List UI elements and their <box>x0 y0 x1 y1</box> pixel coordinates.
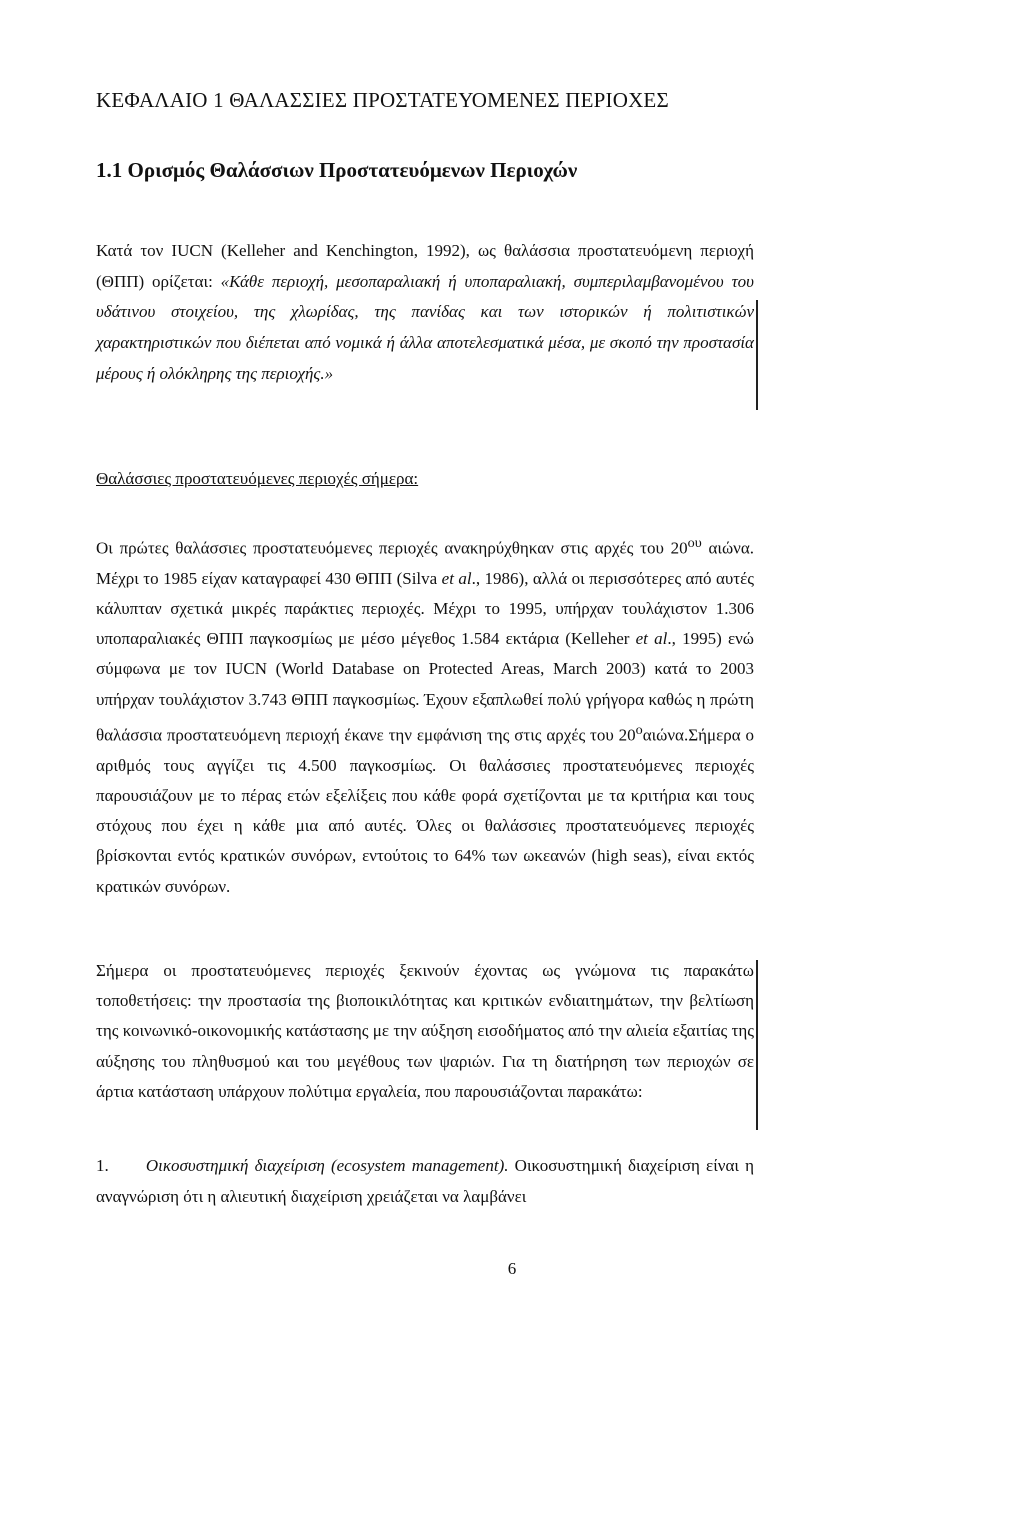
body-paragraph-2: Σήμερα οι προστατευόμενες περιοχές ξεκινούν έχοντας ως γνώμονα τις παρακάτω τοποθετήσεις: την προστασία της βιοποικιλότητας και κριτικών ενδιαιτημάτων, την βελτίωση της κοινωνικό-οικονομικής κατάστασης με την αύξηση εισοδήματος από την αλιεία εξαιτίας της αύξησης του πληθυσμού και του μεγέθους των ψαριών. Για τη διατήρηση των περιοχών σε άρτια κατάσταση υπάρχουν πολύτιμα εργαλεία, που παρουσιάζονται παρακάτω: <box>96 961 754 1101</box>
et-al: et al <box>635 629 668 649</box>
list-text: Οικοσυστημική διαχείριση είναι η αναγνώριση ότι η αλιευτική διαχείριση χρειάζεται να λαμβάνει <box>96 1156 755 1206</box>
text-run: αιώνα.Σήμερα ο αριθμός τους αγγίζει τις 4.500 παγκοσμίως. Οι θαλάσσιες προστατευόμενες περιοχές παρουσιάζουν με το πέρας ετών εξελίξεις που κάθε φορά σχετίζονται με τα κριτήρια και τους στόχους που έχει η κάθε μια από αυτές. Όλες οι θαλάσσιες προστατευόμενες περιοχές βρίσκονται εντός κρατικών συνόρων, εντούτοις το 64% των ωκεανών (high seas), είναι εκτός κρατικών συνόρων. <box>96 725 754 896</box>
definition-paragraph <box>96 236 754 390</box>
superscript: ο <box>635 721 643 738</box>
definition-intro: Κατά τον IUCN (Kelleher and Kenchington, 1992), ως θαλάσσια προστατευόμενη περιοχή (ΘΠΠ) ορίζεται: <box>96 241 754 291</box>
text-run: αιώνα. Μέχρι το 1985 είχαν καταγραφεί 430 ΘΠΠ (Silva <box>96 538 754 588</box>
chapter-title: ΚΕΦΑΛΑΙΟ 1 ΘΑΛΑΣΣΙΕΣ ΠΡΟΣΤΑΤΕΥΟΜΕΝΕΣ ΠΕΡΙΟΧΕΣ <box>96 88 669 112</box>
section-title: 1.1 Ορισμός Θαλάσσιων Προστατευόμενων Περιοχών <box>96 158 578 182</box>
text-run: ., 1995) ενώ σύμφωνα με τον IUCN (World Database on Protected Areas, March 2003) κατά το 2003 υπήρχαν τουλάχιστον 3.743 ΘΠΠ παγκοσμίως. Έχουν εξαπλωθεί πολύ γρήγορα καθώς η πρώτη θαλάσσια προστατευόμενη περιοχή έκανε την εμφάνιση της στις αρχές του 20 <box>96 629 754 745</box>
superscript: ου <box>687 535 702 551</box>
margin-bar <box>756 300 758 410</box>
list-number: 1. <box>96 1156 109 1175</box>
text-run: ., 1986), αλλά οι περισσότερες από αυτές κάλυπταν σχετικά μικρές παράκτιες περιοχές. Μέχρι το 1995, υπήρχαν τουλάχιστον 1.306 υποπαραλιακές ΘΠΠ παγκοσμίως με μέσο μέγεθος 1.584 εκτάρια (Kelleher <box>96 568 754 649</box>
list-item-1 <box>96 1151 754 1212</box>
page-number: 6 <box>507 1259 517 1278</box>
definition-quote: «Κάθε περιοχή, μεσοπαραλιακή ή υποπαραλιακή, συμπεριλαμβανομένου του υδάτινου στοιχείου, της χλωρίδας, της πανίδας και των ιστορικών ή πολιτιστικών χαρακτηριστικών που διέπεται από νομικά ή άλλα αποτελεσματικά μέσα, με σκοπό την προστασία μέρους ή ολόκληρης της περιοχής.» <box>96 271 754 383</box>
text-run: Οι πρώτες θαλάσσιες προστατευόμενες περιοχές ανακηρύχθηκαν στις αρχές του 20 <box>96 538 688 558</box>
margin-bar <box>756 960 758 1130</box>
list-term: Οικοσυστημική διαχείριση (ecosystem management). <box>145 1156 509 1175</box>
body-paragraph-1 <box>96 528 754 902</box>
subheading: Θαλάσσιες προστατευόμενες περιοχές σήμερα: <box>96 469 419 488</box>
et-al: et al <box>441 568 472 588</box>
